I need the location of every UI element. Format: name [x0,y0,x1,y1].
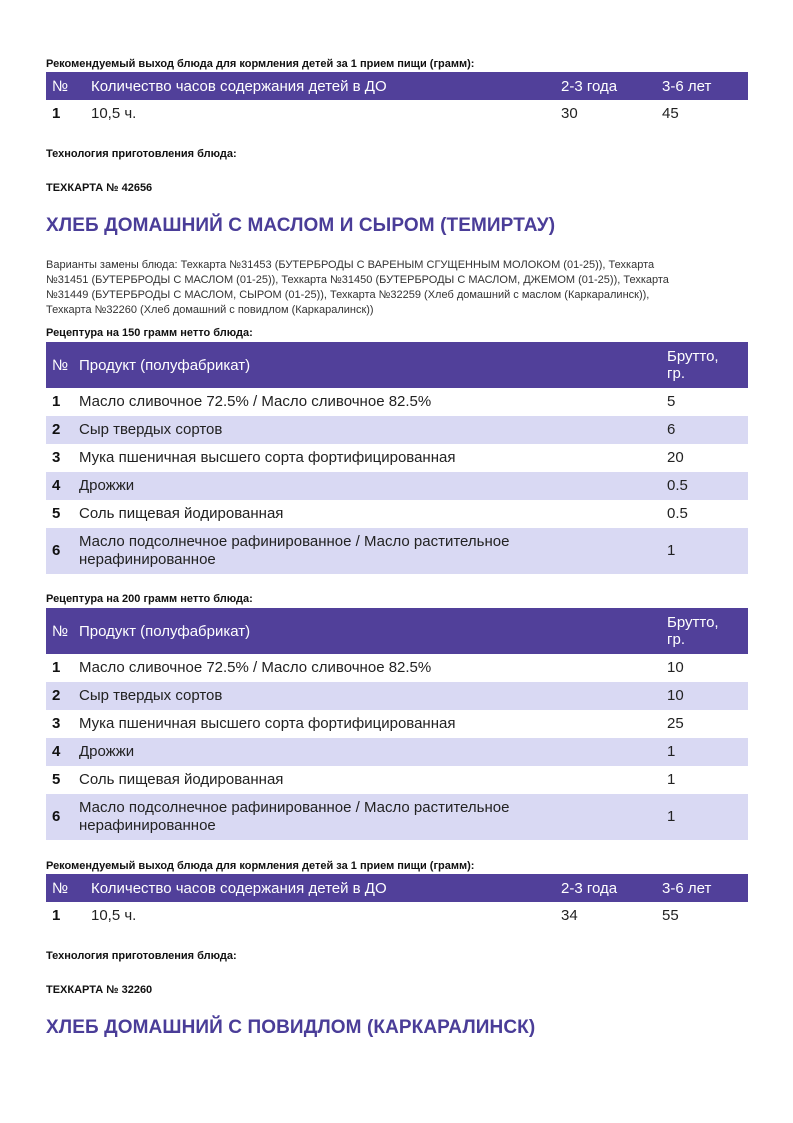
row-gross: 25 [667,715,684,732]
card-number: ТЕХКАРТА № 32260 [46,984,153,996]
row-gross: 10 [667,659,684,676]
recipe-200-table [46,608,748,840]
row-product [73,528,661,574]
gross-unit: гр. [667,631,685,648]
row-hours: 10,5 ч. [91,105,137,122]
col-hours-header: Количество часов содержания детей в ДО [91,879,387,897]
table-row [46,100,748,128]
col-age-2-3-header: 2-3 года [561,77,618,95]
row-product: Масло сливочное 72.5% / Масло сливочное 82.5% [79,393,432,410]
row-gross: 1 [667,542,676,559]
row-gross: 1 [667,808,676,825]
variants-line: Варианты замены блюда: Техкарта №31453 (БУТЕРБРОДЫ С ВАРЕНЫМ СГУЩЕННЫМ МОЛОКОМ (01-25)), Техкарта [46,259,655,271]
yield-caption: Рекомендуемый выход блюда для кормления детей за 1 прием пищи (грамм): [46,58,475,70]
variants-line: Техкарта №32260 (Хлеб домашний с повидлом (Каркаралинск)) [46,304,374,316]
recipe-200-caption: Рецептура на 200 грамм нетто блюда: [46,593,253,605]
card-title: ХЛЕБ ДОМАШНИЙ С ПОВИДЛОМ (КАРКАРАЛИНСК) [46,1017,536,1038]
row-number: 6 [52,542,61,559]
col-gross-header [661,342,748,388]
table-row [46,388,748,416]
row-number: 3 [52,715,61,732]
row-gross: 0.5 [667,477,688,494]
row-number: 1 [52,907,61,924]
row-number: 4 [52,743,61,760]
row-number: 1 [52,393,61,410]
product-line: Масло подсолнечное рафинированное / Масло растительное [79,533,510,550]
card-number: ТЕХКАРТА № 42656 [46,182,153,194]
col-age-3-6-header: 3-6 лет [662,879,712,897]
recipe-150-table [46,342,748,574]
row-gross: 6 [667,421,676,438]
row-product: Мука пшеничная высшего сорта фортифицированная [79,715,456,732]
col-gross-header [661,608,748,654]
row-product: Масло сливочное 72.5% / Масло сливочное 82.5% [79,659,432,676]
row-age-2-3: 34 [561,907,578,924]
yield-table [46,72,748,128]
yield-table-header [46,874,748,902]
table-row [46,444,748,472]
col-product-header: Продукт (полуфабрикат) [79,622,251,640]
row-number: 1 [52,659,61,676]
row-product: Сыр твердых сортов [79,687,223,704]
col-age-3-6-header: 3-6 лет [662,77,712,95]
col-number-header: № [52,879,69,897]
row-product: Дрожжи [79,477,135,494]
row-product: Дрожжи [79,743,135,760]
row-age-2-3: 30 [561,105,578,122]
row-product: Соль пищевая йодированная [79,771,284,788]
variants-text [46,258,746,318]
row-age-3-6: 55 [662,907,679,924]
tech-caption: Технология приготовления блюда: [46,148,237,160]
row-number: 5 [52,771,61,788]
product-line: нерафинированное [79,817,216,834]
row-gross: 10 [667,687,684,704]
product-line: нерафинированное [79,551,216,568]
table-row [46,766,748,794]
row-gross: 1 [667,771,676,788]
row-product: Сыр твердых сортов [79,421,223,438]
row-hours: 10,5 ч. [91,907,137,924]
row-gross: 20 [667,449,684,466]
row-gross: 0.5 [667,505,688,522]
table-row [46,902,748,930]
row-number: 1 [52,105,61,122]
row-number: 5 [52,505,61,522]
variants-line: №31449 (БУТЕРБРОДЫ С МАСЛОМ, СЫРОМ (01-25)), Техкарта №32259 (Хлеб домашний с маслом (Каркаралинск)), [46,289,650,301]
row-number: 4 [52,477,61,494]
row-number: 6 [52,808,61,825]
row-gross: 5 [667,393,676,410]
variants-line: №31451 (БУТЕРБРОДЫ С МАСЛОМ (01-25)), Техкарта №31450 (БУТЕРБРОДЫ С МАСЛОМ, ДЖЕМОМ (01-25)), Техкарта [46,274,669,286]
yield-caption: Рекомендуемый выход блюда для кормления детей за 1 прием пищи (грамм): [46,860,475,872]
card-title: ХЛЕБ ДОМАШНИЙ С МАСЛОМ И СЫРОМ (ТЕМИРТАУ) [46,215,556,236]
row-product [73,794,661,840]
col-number-header: № [52,77,69,95]
product-line: Масло подсолнечное рафинированное / Масло растительное [79,799,510,816]
table-row [46,654,748,682]
col-age-2-3-header: 2-3 года [561,879,618,897]
gross-unit: гр. [667,365,685,382]
table-row [46,738,748,766]
table-row [46,710,748,738]
yield-table-header [46,72,748,100]
row-number: 3 [52,449,61,466]
row-gross: 1 [667,743,676,760]
row-number: 2 [52,421,61,438]
recipe-150-caption: Рецептура на 150 грамм нетто блюда: [46,327,253,339]
gross-label: Брутто, [667,348,719,365]
gross-label: Брутто, [667,614,719,631]
row-product: Мука пшеничная высшего сорта фортифицированная [79,449,456,466]
table-row [46,416,748,444]
recipe-table-header [46,342,748,388]
row-product: Соль пищевая йодированная [79,505,284,522]
col-number-header: № [52,622,69,640]
yield-table [46,874,748,930]
table-row [46,682,748,710]
table-row [46,794,748,840]
table-row [46,472,748,500]
row-age-3-6: 45 [662,105,679,122]
recipe-table-header [46,608,748,654]
table-row [46,528,748,574]
tech-caption: Технология приготовления блюда: [46,950,237,962]
col-number-header: № [52,356,69,374]
table-row [46,500,748,528]
row-number: 2 [52,687,61,704]
col-hours-header: Количество часов содержания детей в ДО [91,77,387,95]
col-product-header: Продукт (полуфабрикат) [79,356,251,374]
